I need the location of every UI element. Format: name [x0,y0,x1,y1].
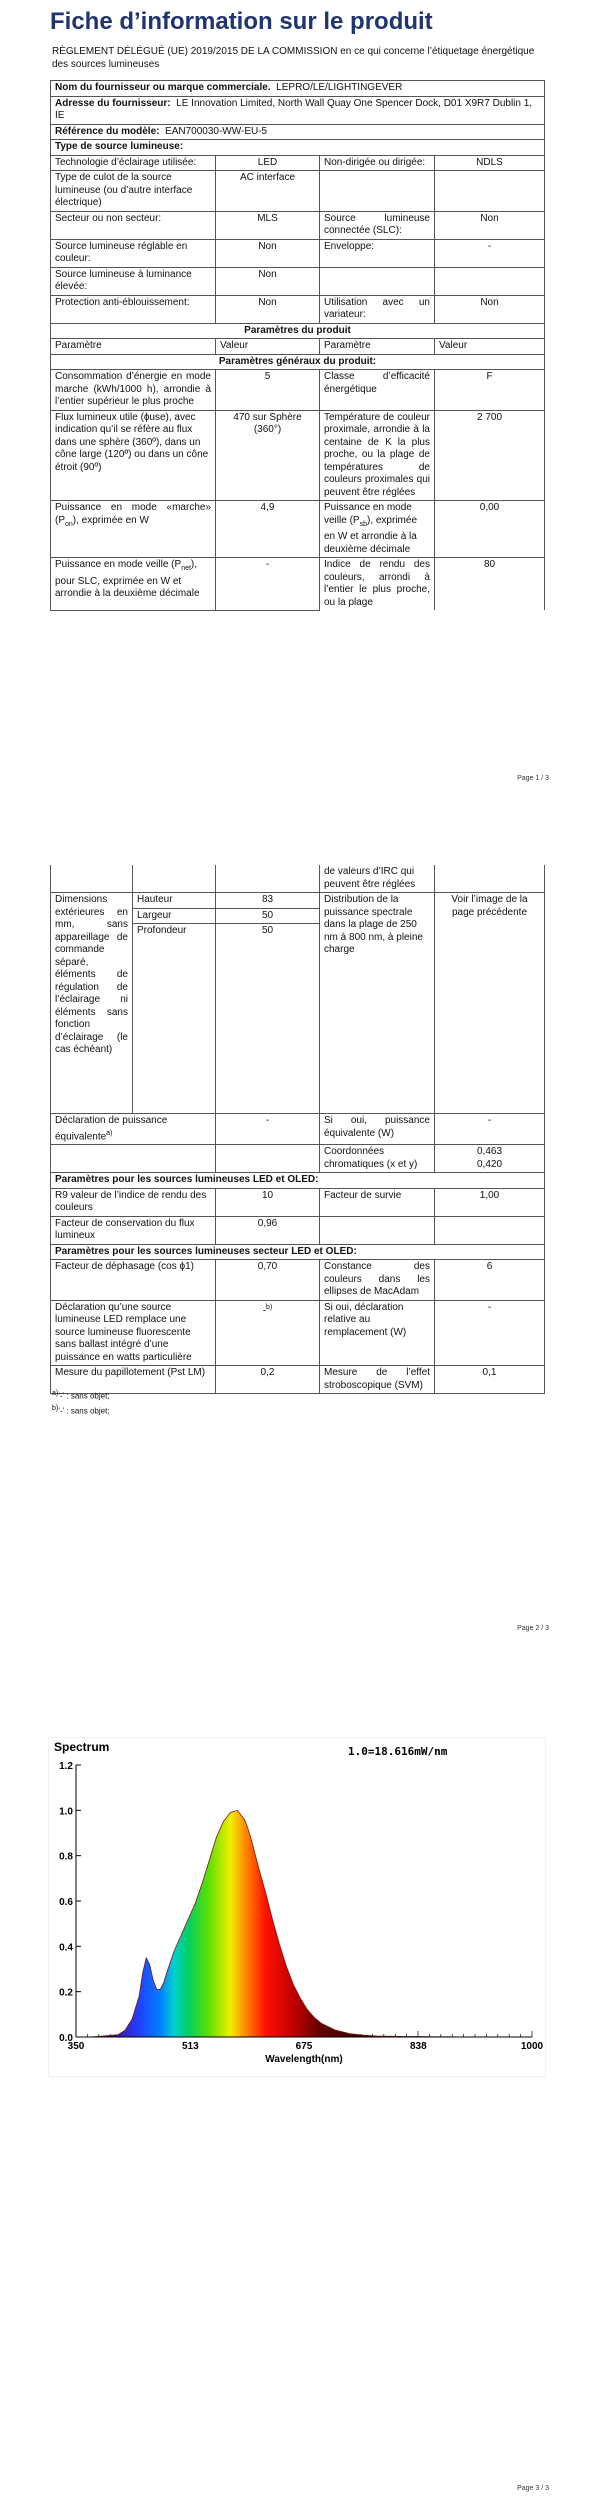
mains-led-header-row [51,1244,545,1260]
cri-continued: de valeurs d’IRC qui peuvent être réglées [320,865,435,893]
net-standby-value: - [216,558,320,611]
general-header-row [51,354,545,370]
table-row [51,1188,545,1216]
equiv-power-value: - [435,1114,545,1145]
y-tick-label: 0.2 [59,1987,73,1999]
product-info-table-2 [50,865,545,1394]
replace-power-label: Si oui, déclaration relative au remplacement (W) [320,1300,435,1366]
colour-tunable-label: Source lumineuse réglable en couleur: [51,239,216,267]
page-2 [0,825,591,1670]
colour-tunable-value: Non [216,239,320,267]
table-row [51,410,545,501]
table-row [51,1260,545,1301]
x-tick-label: 513 [182,2041,199,2052]
high-lum-value: Non [216,267,320,295]
x-tick-label: 1000 [520,2041,544,2052]
height-value: 83 [216,893,320,909]
page-number: Page 2 / 3 [517,1625,549,1632]
table-row [51,171,545,212]
svm-value: 0,1 [435,1366,545,1394]
type-header: Type de source lumineuse: [51,140,545,156]
table-row [51,501,545,558]
page-title: Fiche d’information sur le produit [50,8,433,35]
table-row [51,1145,545,1173]
chroma-label: Coordonnées chromatiques (x et y) [320,1145,435,1173]
chroma-value: 0,463 0,420 [435,1145,545,1173]
flux-value: 470 sur Sphère (360°) [216,410,320,501]
x-tick-label: 838 [410,2041,427,2052]
model-value: EAN700030-WW-EU-5 [165,125,268,137]
table-row [51,1366,545,1394]
consumption-value: 5 [216,370,320,411]
width-label: Largeur [133,908,216,924]
table-row [51,155,545,171]
column-header-row [51,339,545,355]
x-axis-label: Wavelength(nm) [265,2054,343,2065]
chart-title: Spectrum [54,1740,110,1754]
depth-value: 50 [216,924,320,1114]
mains-label: Secteur ou non secteur: [51,211,216,239]
page-number: Page 1 / 3 [517,775,549,782]
nondirected-label: Non-dirigée ou dirigée: [320,155,435,171]
r9-value: 10 [216,1188,320,1216]
x-tick-label: 675 [295,2041,313,2052]
nondirected-value: NDLS [435,155,545,171]
spd-label: Distribution de la puissance spectrale dans la plage de 250 nm à 800 nm, à pleine charge [320,893,435,1114]
pf-label: Facteur de déphasage (cos ϕ1) [51,1260,216,1301]
supplier-name-value: LEPRO/LE/LIGHTINGEVER [276,82,403,93]
table-row [51,1300,545,1366]
macadam-label: Constance des couleurs dans les ellipses de MacAdam [320,1260,435,1301]
model-label: Référence du modèle: [55,125,160,137]
cap-value: AC interface [216,171,320,212]
page-1 [0,0,591,805]
dimensions-label: Dimensions extérieures en mm, sans appareillage de commande séparé, éléments de régulation de l’éclairage ni éléments sans fonction d’éclairage (le cas échéant) [51,893,133,1114]
equiv-value: - [216,1114,320,1145]
table-row [51,1216,545,1244]
product-info-table-1 [50,80,545,611]
envelope-value: - [435,239,545,267]
spectrum-chart [48,1737,546,2077]
table-row [51,370,545,411]
table-row [51,1114,545,1145]
antiglare-value: Non [216,295,320,323]
y-tick-label: 1.0 [59,1806,73,1818]
standby-label: Puissance en mode veille $(P_{sb})$, exprimée en W et arrondie à la deuxième décimale [320,501,435,558]
supplier-address-value: LE Innovation Limited, North Wall Quay One Spencer Dock, D01 X9R7 Dublin 1, IE [55,97,533,121]
supplier-address-row [51,96,545,124]
replace-value: -$^{b)}$ [216,1300,320,1366]
width-value: 50 [216,908,320,924]
on-power-label: Puissance en mode «marche» $(P_{on})$, exprimée en W [51,501,216,558]
tech-value: LED [216,155,320,171]
high-lum-label: Source lumineuse à luminance élevée: [51,267,216,295]
supplier-address-label: Adresse du fournisseur: [55,97,171,109]
col-value-header: Valeur [435,339,545,355]
mains-led-header: Paramètres pour les sources lumineuses secteur LED et OLED: [51,1244,545,1260]
on-power-value: 4,9 [216,501,320,558]
pf-value: 0,70 [216,1260,320,1301]
y-tick-label: 0.6 [59,1897,73,1908]
net-standby-label: Puissance en mode veille $(P_{net})$, pour SLC, exprimée en W et arrondie à la deuxième décimale [51,558,216,611]
connected-label: Source lumineuse connectée (SLC): [320,211,435,239]
macadam-value: 6 [435,1260,545,1301]
replace-power-value: - [435,1300,545,1366]
params-header-row [51,323,545,339]
efficiency-value: F [435,370,545,411]
height-label: Hauteur [133,893,216,909]
col-param-header: Paramètre [51,339,216,355]
equiv-label: Déclaration de puissance équivalente$^{a)}$ [51,1114,216,1145]
survival-value: 1,00 [435,1188,545,1216]
envelope-label: Enveloppe: [320,239,435,267]
supplier-name-label: Nom du fournisseur ou marque commerciale. [55,82,271,93]
x-tick-label: 350 [67,2041,85,2052]
consumption-label: Consommation d’énergie en mode marche (kWh/1000 h), arrondie à l’entier supérieur le plus proche [51,370,216,411]
standby-value: 0,00 [435,501,545,558]
dimmable-value: Non [435,295,545,323]
col-value-header: Valeur [216,339,320,355]
y-tick-label: 0.4 [59,1942,73,1954]
maintenance-label: Facteur de conservation du flux lumineux [51,1216,216,1244]
antiglare-label: Protection anti-éblouissement: [51,295,216,323]
y-tick-label: 1.2 [59,1761,73,1772]
y-tick-label: 0.8 [59,1851,73,1863]
connected-value: Non [435,211,545,239]
table-row [51,865,545,893]
maintenance-value: 0,96 [216,1216,320,1244]
regulation-text: RÈGLEMENT DÉLÉGUÉ (UE) 2019/2015 DE LA COMMISSION en ce qui concerne l’étiquetage énergétique des sources lumineuses [52,46,535,70]
cct-value: 2 700 [435,410,545,501]
supplier-name-row [51,81,545,97]
table-row [51,893,545,909]
dimmable-label: Utilisation avec un variateur: [320,295,435,323]
params-header: Paramètres du produit [51,323,545,339]
cri-value: 80 [435,558,545,611]
spd-value: Voir l’image de la page précédente [435,893,545,1114]
tech-label: Technologie d’éclairage utilisée: [51,155,216,171]
led-header: Paramètres pour les sources lumineuses LED et OLED: [51,1173,545,1189]
pstlm-value: 0,2 [216,1366,320,1394]
table-row [51,239,545,267]
chart-annotation: 1.0=18.616mW/nm [348,1745,448,1758]
cap-label: Type de culot de la source lumineuse (ou d’autre interface électrique) [51,171,216,212]
page-3 [0,1690,591,2510]
page-number: Page 3 / 3 [517,2485,549,2492]
general-header: Paramètres généraux du produit: [51,354,545,370]
svm-label: Mesure de l’effet stroboscopique (SVM) [320,1366,435,1394]
depth-label: Profondeur [133,924,216,1114]
footnote-b: $^{b)}$‘-’ : sans objet; [52,1405,110,1416]
cri-label: Indice de rendu des couleurs, arrondi à l’entier le plus proche, ou la plage [320,558,435,611]
type-header-row [51,140,545,156]
pstlm-label: Mesure du papillotement (Pst LM) [51,1366,216,1394]
table-row [51,558,545,611]
mains-value: MLS [216,211,320,239]
equiv-power-label: Si oui, puissance équivalente (W) [320,1114,435,1145]
r9-label: R9 valeur de l’indice de rendu des couleurs [51,1188,216,1216]
efficiency-label: Classe d’efficacité énergétique [320,370,435,411]
cct-label: Température de couleur proximale, arrondie à la centaine de K la plus proche, ou la plage de températures de couleurs proximales qui peuvent être réglées [320,410,435,501]
replace-label: Déclaration qu’une source lumineuse LED remplace une source lumineuse fluorescente sans ballast intégré d’une puissance en watts particulière [51,1300,216,1366]
table-row [51,211,545,239]
flux-label: Flux lumineux utile (ɸuse), avec indication qu’il se réfère au flux dans une sphère (360º), dans un cône large (120º) ou dans un cône étroit (90º) [51,410,216,501]
led-header-row [51,1173,545,1189]
survival-label: Facteur de survie [320,1188,435,1216]
footnote-a: $^{a)}$‘-’ : sans objet; [52,1390,110,1401]
table-row [51,267,545,295]
table-row [51,295,545,323]
y-tick-label: 0.0 [59,2033,73,2044]
model-row [51,124,545,140]
col-param-header: Paramètre [320,339,435,355]
